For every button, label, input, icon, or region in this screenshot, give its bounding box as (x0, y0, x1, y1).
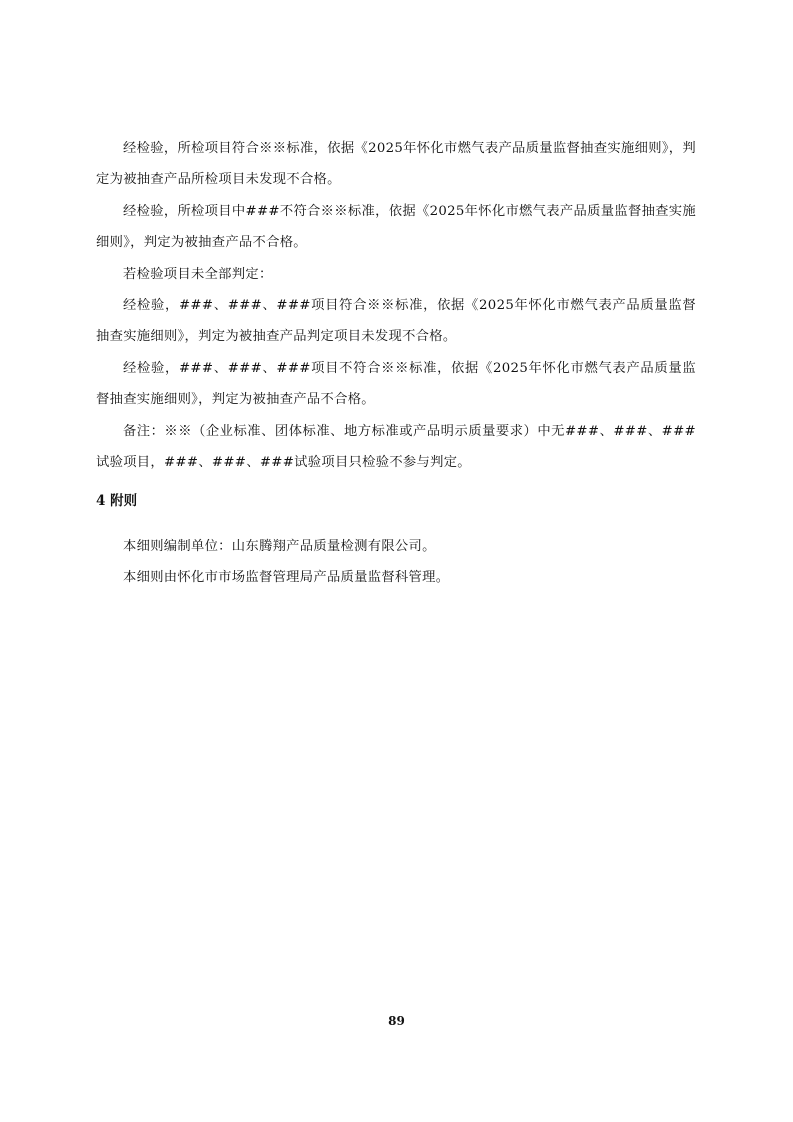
paragraph-partial-judgment-intro: 若检验项目未全部判定： (123, 267, 273, 282)
paragraph-managing-authority: 本细则由怀化市市场监督管理局产品质量监督科管理。 (123, 570, 450, 585)
paragraph-remark: 备注：※※（企业标准、团体标准、地方标准或产品明示质量要求）中无###、###、###试验项目，###、###、###试验项目只检验不参与判定。 (96, 424, 696, 470)
paragraph-conforming-result: 经检验，所检项目符合※※标准，依据《2025年怀化市燃气表产品质量监督抽查实施细则》，判定为被抽查产品所检项目未发现不合格。 (96, 141, 696, 187)
paragraph-nonconforming-result: 经检验，所检项目中###不符合※※标准，依据《2025年怀化市燃气表产品质量监督抽查实施细则》，判定为被抽查产品不合格。 (96, 204, 696, 250)
paragraph-partial-conforming-result: 经检验，###、###、###项目符合※※标准，依据《2025年怀化市燃气表产品质量监督抽查实施细则》，判定为被抽查产品判定项目未发现不合格。 (96, 298, 696, 344)
paragraph-compiling-unit: 本细则编制单位：山东腾翔产品质量检测有限公司。 (123, 539, 436, 554)
page-number: 89 (388, 1014, 405, 1028)
section-heading-appendix: 4 附则 (96, 493, 138, 509)
paragraph-partial-nonconforming-result: 经检验，###、###、###项目不符合※※标准，依据《2025年怀化市燃气表产品质量监督抽查实施细则》，判定为被抽查产品不合格。 (96, 361, 696, 407)
